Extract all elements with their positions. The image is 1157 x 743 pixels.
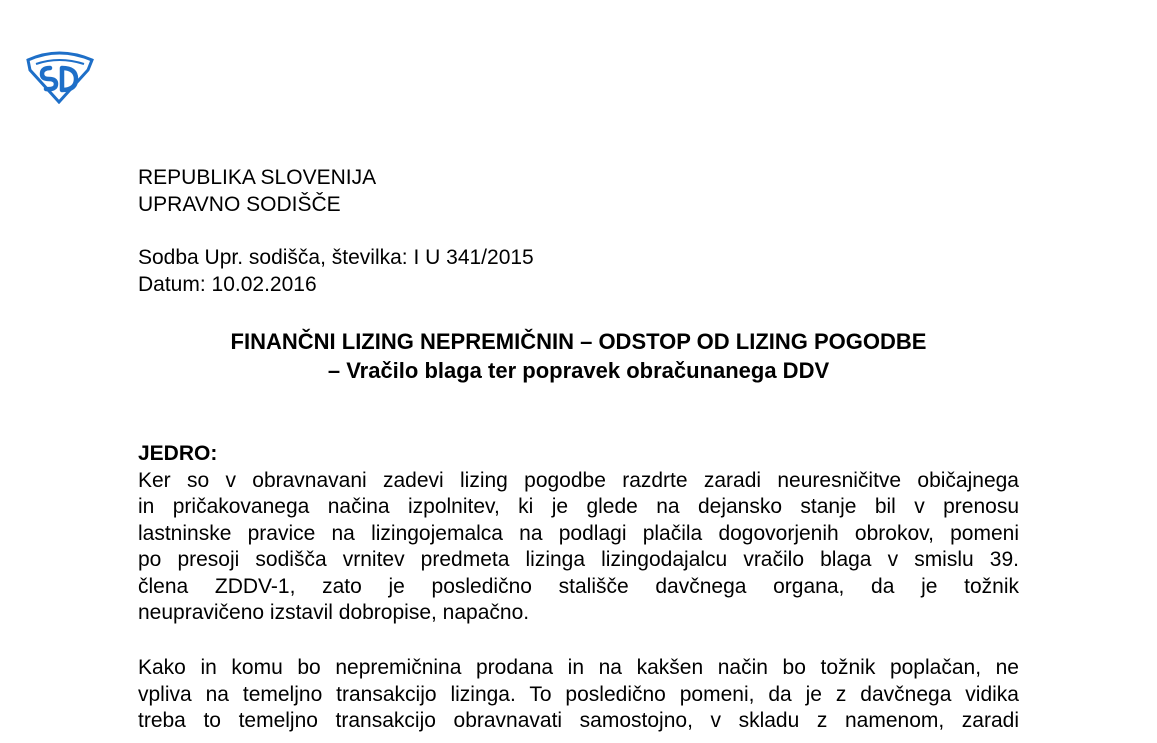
jedro-line: lastninske pravice na lizingojemalca na podlagi plačila dogovorjenih obrokov, pomeni xyxy=(138,521,1019,545)
jedro-heading: JEDRO: xyxy=(138,442,218,465)
jedro-section xyxy=(138,441,1019,627)
jedro-line: člena ZDDV-1, zato je posledično stališče davčnega organa, da je tožnik xyxy=(138,574,1019,598)
court-shield-logo-icon xyxy=(22,48,96,104)
body-paragraph xyxy=(138,655,1019,735)
document-subtitle: – Vračilo blaga ter popravek obračunanega DDV xyxy=(327,358,830,383)
jedro-line: in pričakovanega načina izpolnitev, ki je glede na dejansko stanje bil v prenosu xyxy=(138,495,1019,518)
country-heading: REPUBLIKA SLOVENIJA xyxy=(138,166,377,189)
jedro-line: Ker so v obravnavani zadevi lizing pogodbe razdrte zaradi neuresničitve običajnega xyxy=(138,468,1019,492)
paragraph-line: treba to temeljno transakcijo obravnavati samostojno, v skladu z namenom, zaradi xyxy=(138,709,1019,732)
jedro-line: po presoji sodišča vrnitev predmeta lizinga lizingodajalcu vračilo blaga v smislu 39. xyxy=(138,548,1019,571)
judgment-date: Datum: 10.02.2016 xyxy=(138,273,317,296)
case-number: Sodba Upr. sodišča, številka: I U 341/2015 xyxy=(138,246,534,269)
court-heading: UPRAVNO SODIŠČE xyxy=(138,193,341,216)
paragraph-line: vpliva na temeljno transakcijo lizinga. To posledično pomeni, da je z davčnega vidika xyxy=(138,682,1019,706)
paragraph-line: Kako in komu bo nepremičnina prodana in na kakšen način bo tožnik poplačan, ne xyxy=(138,656,1019,679)
jedro-line: neupravičeno izstavil dobropise, napačno. xyxy=(138,601,530,624)
document-title: FINANČNI LIZING NEPREMIČNIN – ODSTOP OD LIZING POGODBE xyxy=(230,329,927,354)
